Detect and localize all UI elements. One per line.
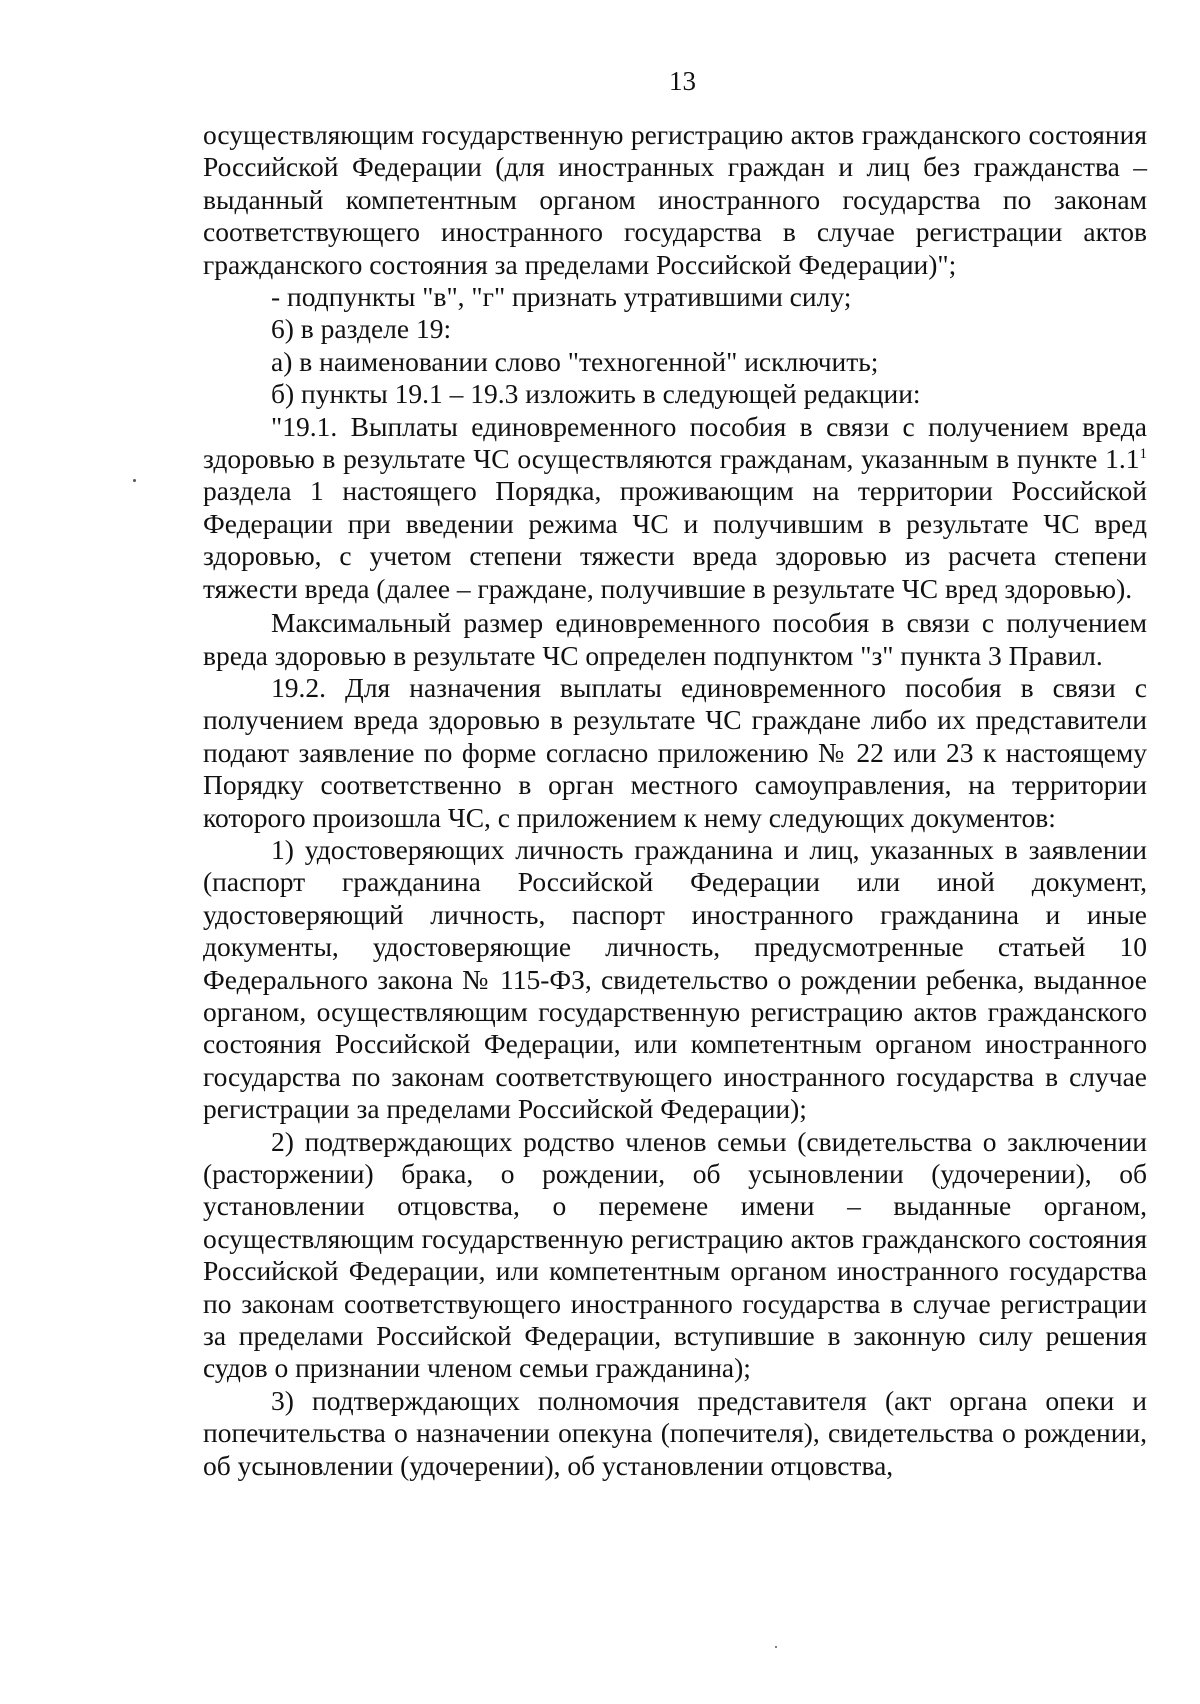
paragraph-section-19: 6) в разделе 19:	[271, 313, 452, 345]
paragraph-19-2: 19.2. Для назначения выплаты единовременного пособия в связи с получением вреда здоровью в результате ЧС граждане либо их представители подают заявление по форме согласно приложению № 22 или 23 к настоящему Порядку соответственно в орган местного самоуправления, на территории которого произошла ЧС, с приложением к нему следующих документов:	[203, 671, 1147, 833]
footnote-superscript: 1	[1139, 446, 1147, 463]
list-item-identity-documents: 1) удостоверяющих личность гражданина и лиц, указанных в заявлении (паспорт гражданина Российской Федерации или иной документ, удостоверяющий личность, паспорт иностранного гражданина и иные документы, удостоверяющие личность, предусмотренные статьей 10 Федерального закона № 115-ФЗ, свидетельство о рождении ребенка, выданное органом, осуществляющим государственную регистрацию актов гражданского состояния Российской Федерации, или компетентным органом иностранного государства по законам соответствующего иностранного государства в случае регистрации за пределами Российской Федерации);	[203, 833, 1147, 1125]
page-number: 13	[669, 66, 696, 96]
scan-speck	[775, 1646, 777, 1648]
paragraph-subitems-repealed: - подпункты "в", "г" признать утратившими силу;	[271, 281, 852, 313]
paragraph-new-wording: б) пункты 19.1 – 19.3 изложить в следующей редакции:	[271, 378, 921, 410]
paragraph-19-1-start: "19.1. Выплаты единовременного пособия в связи с получением вреда здоровью в результате ЧС осуществляются гражданам, указанным в пункте 1.1	[203, 410, 1147, 475]
document-body	[203, 119, 1147, 1482]
list-item-kinship-documents: 2) подтверждающих родство членов семьи (свидетельства о заключении (расторжении) брака, о рождении, об усыновлении (удочерении), об установлении отцовства, о перемене имени – выданные органом, осуществляющим государственную регистрацию актов гражданского состояния Российской Федерации, или компетентным органом иностранного государства по законам соответствующего иностранного государства в случае регистрации за пределами Российской Федерации, вступившие в законную силу решения судов о признании членом семьи гражданина);	[203, 1125, 1147, 1384]
paragraph-continuation: осуществляющим государственную регистрацию актов гражданского состояния Российской Федерации (для иностранных граждан и лиц без гражданства – выданный компетентным органом иностранного государства по законам соответствующего иностранного государства в случае регистрации актов гражданского состояния за пределами Российской Федерации)";	[203, 119, 1147, 280]
paragraph-max-amount: Максимальный размер единовременного пособия в связи с получением вреда здоровью в результате ЧС определен подпунктом "з" пункта 3 Правил.	[203, 607, 1147, 671]
paragraph-19-1	[203, 411, 1147, 605]
paragraph-title-change: а) в наименовании слово "техногенной" исключить;	[271, 345, 879, 377]
scan-speck	[133, 479, 136, 482]
paragraph-19-1-end: раздела 1 настоящего Порядка, проживающим на территории Российской Федерации при введении режима ЧС и получившим в результате ЧС вред здоровью, с учетом степени тяжести вреда здоровью из расчета степени тяжести вреда (далее – граждане, получившие в результате ЧС вред здоровью).	[203, 475, 1147, 604]
list-item-representative-documents: 3) подтверждающих полномочия представителя (акт органа опеки и попечительства о назначении опекуна (попечителя), свидетельства о рождении, об усыновлении (удочерении), об установлении отцовства,	[203, 1384, 1147, 1481]
